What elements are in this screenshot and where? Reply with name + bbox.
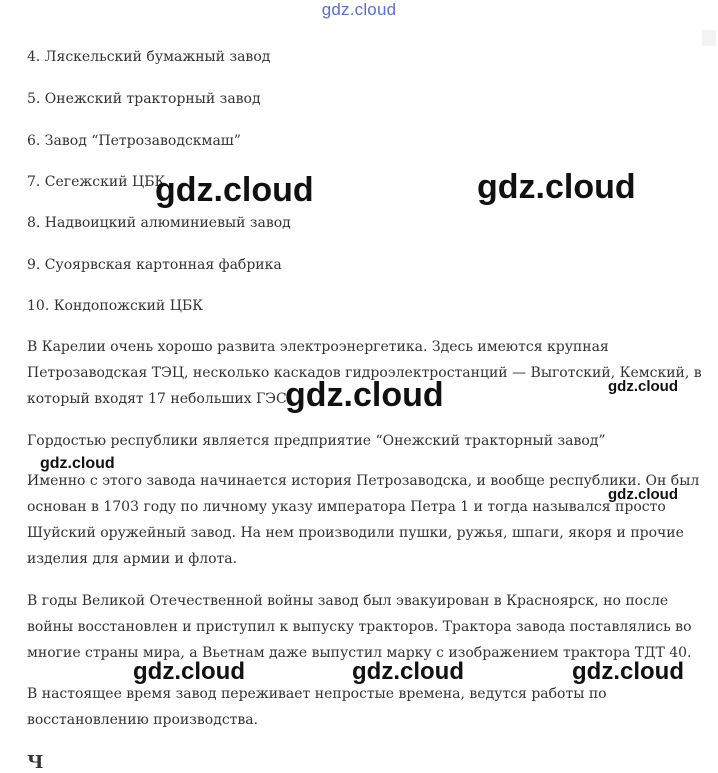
paragraph-line: войны восстановлен и приступил к выпуску тракторов. Трактора завода поставлялись во (27, 619, 692, 635)
paragraph-line: основан в 1703 году по личному указу императора Петра 1 и тогда назывался просто (27, 499, 666, 515)
paragraph-line: Гордостью республики является предприятие “Онежский тракторный завод” (27, 433, 606, 449)
list-item: 4. Ляскельский бумажный завод (27, 49, 271, 65)
watermark: gdz.cloud (477, 168, 636, 206)
watermark: gdz.cloud (40, 455, 115, 472)
list-item: 6. Завод “Петрозаводскмаш” (27, 133, 241, 149)
list-item: 8. Надвоицкий алюминиевый завод (27, 215, 291, 231)
list-item: 9. Суоярвская картонная фабрика (27, 257, 282, 273)
list-item: 5. Онежский тракторный завод (27, 91, 261, 107)
paragraph-line: восстановлению производства. (27, 712, 259, 728)
paragraph-line: В годы Великой Отечественной войны завод был эвакуирован в Красноярск, но после (27, 593, 669, 609)
paragraph-line: Шуйский оружейный завод. На нем производили пушки, ружья, шпаги, якоря и прочие (27, 525, 684, 541)
watermark: gdz.cloud (155, 171, 314, 209)
list-item: 10. Кондопожский ЦБК (27, 298, 204, 314)
paragraph-line: изделия для армии и флота. (27, 551, 238, 567)
watermark: gdz.cloud (285, 376, 444, 414)
paragraph-line: многие страны мира, а Вьетнам даже выпустил марку с изображением трактора ТДТ 40. (27, 645, 692, 661)
list-item: 7. Сегежский ЦБК (27, 174, 166, 190)
watermark: gdz.cloud (133, 658, 245, 685)
scroll-corner (702, 30, 716, 46)
watermark: gdz.cloud (608, 486, 678, 503)
paragraph-line: Петрозаводская ТЭЦ, несколько каскадов гидроэлектростанций — Выготский, Кемский, в (27, 365, 702, 381)
paragraph-line: Именно с этого завода начинается история Петрозаводска, и вообще республики. Он был (27, 473, 700, 489)
next-section-heading: Ч (27, 752, 44, 773)
watermark: gdz.cloud (352, 658, 464, 685)
paragraph-line: В Карелии очень хорошо развита электроэнергетика. Здесь имеются крупная (27, 339, 609, 355)
paragraph-line: который входят 17 небольших ГЭС. (27, 391, 292, 407)
watermark: gdz.cloud (608, 378, 678, 395)
top-watermark: gdz.cloud (321, 0, 397, 19)
paragraph-line: В настоящее время завод переживает непростые времена, ведутся работы по (27, 686, 607, 702)
watermark: gdz.cloud (572, 658, 684, 685)
